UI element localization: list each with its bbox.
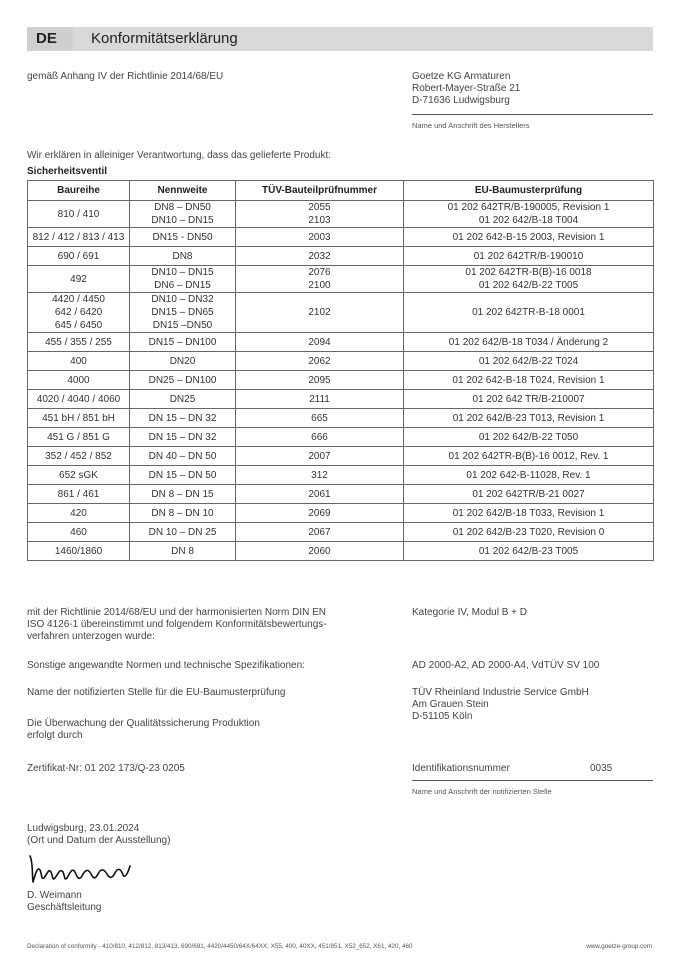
- cell-line: 01 202 642/B-22 T050: [478, 431, 579, 443]
- cell-line: 01 202 642 TR/B-210007: [472, 393, 585, 405]
- manufacturer-address: [412, 71, 520, 107]
- cell-line: DN6 – DN15: [154, 280, 211, 291]
- cell-line: 2095: [308, 374, 331, 386]
- table-row: [28, 266, 654, 293]
- conformity-category: Kategorie IV, Modul B + D: [412, 607, 527, 618]
- notified-body-city: D-51105 Köln: [412, 711, 473, 722]
- baureihe-cell: [28, 485, 130, 504]
- cell-line: DN 40 – DN 50: [148, 450, 217, 462]
- baureihe-cell: [28, 247, 130, 266]
- manufacturer-divider: [412, 114, 653, 115]
- manufacturer-street: Robert-Mayer-Straße 21: [412, 83, 521, 94]
- cell-line: DN10 – DN15: [151, 267, 214, 278]
- tuev-number-cell: [236, 428, 404, 447]
- notified-body-caption: Name und Anschrift der notifizierten Stelle: [412, 787, 552, 796]
- table-row: [28, 466, 654, 485]
- eu-type-exam-cell: [404, 266, 654, 293]
- cell-line: 01 202 642-B-11028, Rev. 1: [466, 469, 591, 481]
- nennweite-cell: [130, 293, 236, 333]
- cell-line: 01 202 642/B-18 T033, Revision 1: [452, 507, 605, 519]
- notified-body-label: Name der notifizierten Stelle für die EU-Baumusterprüfung: [27, 687, 286, 698]
- baureihe-cell: [28, 266, 130, 293]
- eu-type-exam-cell: [404, 409, 654, 428]
- table-row: [28, 228, 654, 247]
- place-date-caption: (Ort und Datum der Ausstellung): [27, 835, 171, 846]
- cell-line: 01 202 642/B-22 T005: [478, 280, 579, 291]
- table-row: [28, 293, 654, 333]
- table-row: [28, 428, 654, 447]
- cell-line: DN20: [169, 355, 196, 367]
- eu-type-exam-cell: [404, 390, 654, 409]
- cell-line: DN 15 – DN 32: [148, 431, 217, 443]
- tuev-number-cell: [236, 542, 404, 561]
- cell-line: 812 / 412 / 813 / 413: [32, 231, 125, 243]
- cell-line: 861 / 461: [57, 488, 100, 500]
- baureihe-cell: [28, 542, 130, 561]
- footer-declaration: Declaration of conformity - 410/810, 412/812, 813/413, 690/691, 4420/4450/64X/64XX, X55, 400, 40XX, 451/851, X52_652, X61, 420, 460: [27, 943, 413, 950]
- cell-line: 01 202 642TR/B-21 0027: [472, 488, 585, 500]
- other-norms-label: Sonstige angewandte Normen und technische Spezifikationen:: [27, 660, 305, 671]
- nennweite-cell: [130, 428, 236, 447]
- place-date-value: Ludwigsburg, 23.01.2024: [27, 823, 140, 834]
- table-row: [28, 485, 654, 504]
- identification-label: Identifikationsnummer: [412, 763, 510, 774]
- cell-line: 2055: [308, 202, 331, 213]
- language-code: DE: [27, 27, 73, 51]
- table-row: [28, 371, 654, 390]
- nennweite-cell: [130, 390, 236, 409]
- cell-line: 01 202 642-B-15 2003, Revision 1: [452, 231, 605, 243]
- cell-line: 01 202 642/B-22 T024: [478, 355, 579, 367]
- eu-type-exam-cell: [404, 485, 654, 504]
- nennweite-cell: [130, 247, 236, 266]
- cell-line: 312: [311, 469, 328, 481]
- baureihe-cell: [28, 447, 130, 466]
- cell-line: DN10 – DN15: [151, 215, 214, 226]
- certificate-number: Zertifikat-Nr: 01 202 173/Q-23 0205: [27, 763, 185, 774]
- nennweite-cell: [130, 504, 236, 523]
- nennweite-cell: [130, 201, 236, 228]
- eu-type-exam-cell: [404, 352, 654, 371]
- cell-line: 01 202 642TR-B(B)-16 0018: [465, 267, 592, 278]
- cell-line: 666: [311, 431, 328, 443]
- cell-line: 492: [70, 273, 87, 285]
- baureihe-cell: [28, 228, 130, 247]
- signatory-role: Geschäftsleitung: [27, 902, 102, 913]
- notified-body-street: Am Grauen Stein: [412, 699, 489, 710]
- tuev-number-cell: [236, 504, 404, 523]
- tuev-number-cell: [236, 333, 404, 352]
- nennweite-cell: [130, 466, 236, 485]
- cell-line: 2094: [308, 336, 331, 348]
- cell-line: 645 / 6450: [54, 320, 103, 331]
- cell-line: DN 8 – DN 15: [151, 488, 214, 500]
- cell-line: 352 / 452 / 852: [45, 450, 112, 462]
- tuev-number-cell: [236, 485, 404, 504]
- cell-line: 2067: [308, 526, 331, 538]
- cell-line: 652 sGK: [59, 469, 98, 481]
- notified-body-name: TÜV Rheinland Industrie Service GmbH: [412, 687, 589, 698]
- nennweite-cell: [130, 352, 236, 371]
- cell-line: 665: [311, 412, 328, 424]
- signatory: [27, 890, 102, 914]
- cell-line: DN 15 – DN 50: [148, 469, 217, 481]
- cell-line: 01 202 642/B-18 T004: [478, 215, 579, 226]
- baureihe-cell: [28, 504, 130, 523]
- cell-line: DN 10 – DN 25: [148, 526, 217, 538]
- baureihe-cell: [28, 523, 130, 542]
- eu-type-exam-cell: [404, 428, 654, 447]
- signatory-name: D. Weimann: [27, 890, 82, 901]
- cell-line: 01 202 642TR/B-190005, Revision 1: [447, 202, 610, 213]
- tuev-number-cell: [236, 247, 404, 266]
- eu-type-exam-cell: [404, 371, 654, 390]
- table-header-row: [28, 181, 654, 201]
- baureihe-cell: [28, 293, 130, 333]
- baureihe-cell: [28, 390, 130, 409]
- cell-line: 455 / 355 / 255: [45, 336, 112, 348]
- column-header-nennweite: Nennweite: [130, 181, 236, 201]
- product-heading: Sicherheitsventil: [27, 166, 108, 177]
- table-row: [28, 201, 654, 228]
- cell-line: 642 / 6420: [54, 307, 103, 318]
- cell-line: 451 bH / 851 bH: [42, 412, 115, 424]
- cell-line: DN 15 – DN 32: [148, 412, 217, 424]
- eu-type-exam-cell: [404, 523, 654, 542]
- table-row: [28, 523, 654, 542]
- table-row: [28, 542, 654, 561]
- place-date: [27, 823, 170, 847]
- table-row: [28, 504, 654, 523]
- cell-line: 2076: [308, 267, 331, 278]
- cell-line: DN 8: [171, 545, 194, 557]
- cell-line: 01 202 642/B-23 T005: [478, 545, 579, 557]
- notified-body-divider: [412, 780, 653, 781]
- tuev-number-cell: [236, 409, 404, 428]
- footer-website: www.goetze-group.com: [586, 943, 652, 950]
- table-row: [28, 409, 654, 428]
- eu-type-exam-cell: [404, 247, 654, 266]
- tuev-number-cell: [236, 390, 404, 409]
- nennweite-cell: [130, 228, 236, 247]
- cell-line: 2062: [308, 355, 331, 367]
- nennweite-cell: [130, 523, 236, 542]
- product-table: [27, 180, 654, 561]
- cell-line: 2003: [308, 231, 331, 243]
- cell-line: DN25 – DN100: [148, 374, 217, 386]
- cell-line: 1460/1860: [54, 545, 103, 557]
- cell-line: 01 202 642TR-B-18 0001: [472, 307, 585, 318]
- tuev-number-cell: [236, 293, 404, 333]
- other-norms-value: AD 2000-A2, AD 2000-A4, VdTÜV SV 100: [412, 660, 600, 671]
- nennweite-cell: [130, 447, 236, 466]
- cell-line: 2069: [308, 507, 331, 519]
- nennweite-cell: [130, 542, 236, 561]
- baureihe-cell: [28, 333, 130, 352]
- column-header-baureihe: Baureihe: [28, 181, 130, 201]
- cell-line: DN25: [169, 393, 196, 405]
- baureihe-cell: [28, 466, 130, 485]
- cell-line: DN10 – DN32: [151, 294, 214, 305]
- cell-line: 451 G / 851 G: [47, 431, 110, 443]
- cell-line: 2111: [309, 393, 330, 405]
- cell-line: 810 / 410: [57, 208, 100, 220]
- nennweite-cell: [130, 371, 236, 390]
- manufacturer-caption: Name und Anschrift des Herstellers: [412, 121, 530, 130]
- manufacturer-name: Goetze KG Armaturen: [412, 71, 511, 82]
- eu-type-exam-cell: [404, 201, 654, 228]
- tuev-number-cell: [236, 201, 404, 228]
- page-title: Konformitätserklärung: [91, 30, 238, 47]
- table-row: [28, 352, 654, 371]
- nennweite-cell: [130, 333, 236, 352]
- tuev-number-cell: [236, 352, 404, 371]
- cell-line: 2060: [308, 545, 331, 557]
- nennweite-cell: [130, 409, 236, 428]
- document-header: [27, 27, 653, 51]
- tuev-number-cell: [236, 466, 404, 485]
- table-row: [28, 390, 654, 409]
- nennweite-cell: [130, 485, 236, 504]
- tuev-number-cell: [236, 266, 404, 293]
- eu-type-exam-cell: [404, 228, 654, 247]
- cell-line: 2102: [308, 307, 331, 318]
- declaration-statement: Wir erklären in alleiniger Verantwortung, dass das gelieferte Produkt:: [27, 150, 332, 161]
- eu-type-exam-cell: [404, 542, 654, 561]
- cell-line: 2032: [308, 250, 331, 262]
- baureihe-cell: [28, 201, 130, 228]
- column-header-eu-type-exam: EU-Baumusterprüfung: [404, 181, 654, 201]
- cell-line: 690 / 691: [57, 250, 100, 262]
- cell-line: 400: [70, 355, 87, 367]
- cell-line: 2007: [308, 450, 331, 462]
- baureihe-cell: [28, 352, 130, 371]
- cell-line: 01 202 642TR-B(B)-16 0012, Rev. 1: [448, 450, 609, 462]
- tuev-number-cell: [236, 371, 404, 390]
- cell-line: 2100: [308, 280, 331, 291]
- table-row: [28, 247, 654, 266]
- cell-line: DN15 – DN100: [148, 336, 217, 348]
- cell-line: 4420 / 4450: [52, 294, 105, 305]
- cell-line: 01 202 642-B-18 T024, Revision 1: [452, 374, 605, 386]
- eu-type-exam-cell: [404, 333, 654, 352]
- directive-reference: gemäß Anhang IV der Richtlinie 2014/68/EU: [27, 71, 224, 82]
- baureihe-cell: [28, 409, 130, 428]
- eu-type-exam-cell: [404, 293, 654, 333]
- conformity-line: mit der Richtlinie 2014/68/EU und der harmonisierten Norm DIN EN: [27, 607, 327, 618]
- nennweite-cell: [130, 266, 236, 293]
- conformity-line: ISO 4126-1 übereinstimmt und folgendem Konformitätsbewertungs-: [27, 619, 327, 630]
- notified-body-address: [412, 687, 589, 723]
- conformity-text: [27, 607, 327, 643]
- baureihe-cell: [28, 428, 130, 447]
- cell-line: 420: [70, 507, 87, 519]
- cell-line: DN15 - DN50: [152, 231, 213, 243]
- eu-type-exam-cell: [404, 447, 654, 466]
- table-row: [28, 447, 654, 466]
- cell-line: 2103: [308, 215, 331, 226]
- tuev-number-cell: [236, 447, 404, 466]
- cell-line: 460: [70, 526, 87, 538]
- monitoring-line: erfolgt durch: [27, 730, 83, 741]
- tuev-number-cell: [236, 523, 404, 542]
- table-row: [28, 333, 654, 352]
- monitoring-label: [27, 718, 260, 742]
- baureihe-cell: [28, 371, 130, 390]
- tuev-number-cell: [236, 228, 404, 247]
- cell-line: 01 202 642TR/B-190010: [473, 250, 584, 262]
- cell-line: 2061: [308, 488, 331, 500]
- identification-number: 0035: [590, 763, 613, 774]
- manufacturer-city: D-71636 Ludwigsburg: [412, 95, 510, 106]
- cell-line: DN15 – DN65: [151, 307, 214, 318]
- cell-line: 01 202 642/B-18 T034 / Änderung 2: [448, 336, 609, 348]
- column-header-tuev-number: TÜV-Bauteilprüfnummer: [236, 181, 404, 201]
- cell-line: 01 202 642/B-23 T013, Revision 1: [452, 412, 605, 424]
- cell-line: DN15 –DN50: [152, 320, 213, 331]
- cell-line: 01 202 642/B-23 T020, Revision 0: [452, 526, 605, 538]
- handwritten-signature: [27, 852, 137, 888]
- conformity-line: verfahren unterzogen wurde:: [27, 631, 155, 642]
- cell-line: 4000: [67, 374, 90, 386]
- monitoring-line: Die Überwachung der Qualitätssicherung Produktion: [27, 718, 260, 729]
- eu-type-exam-cell: [404, 466, 654, 485]
- eu-type-exam-cell: [404, 504, 654, 523]
- cell-line: 4020 / 4040 / 4060: [36, 393, 121, 405]
- cell-line: DN8: [172, 250, 193, 262]
- cell-line: DN 8 – DN 10: [151, 507, 214, 519]
- cell-line: DN8 – DN50: [154, 202, 211, 213]
